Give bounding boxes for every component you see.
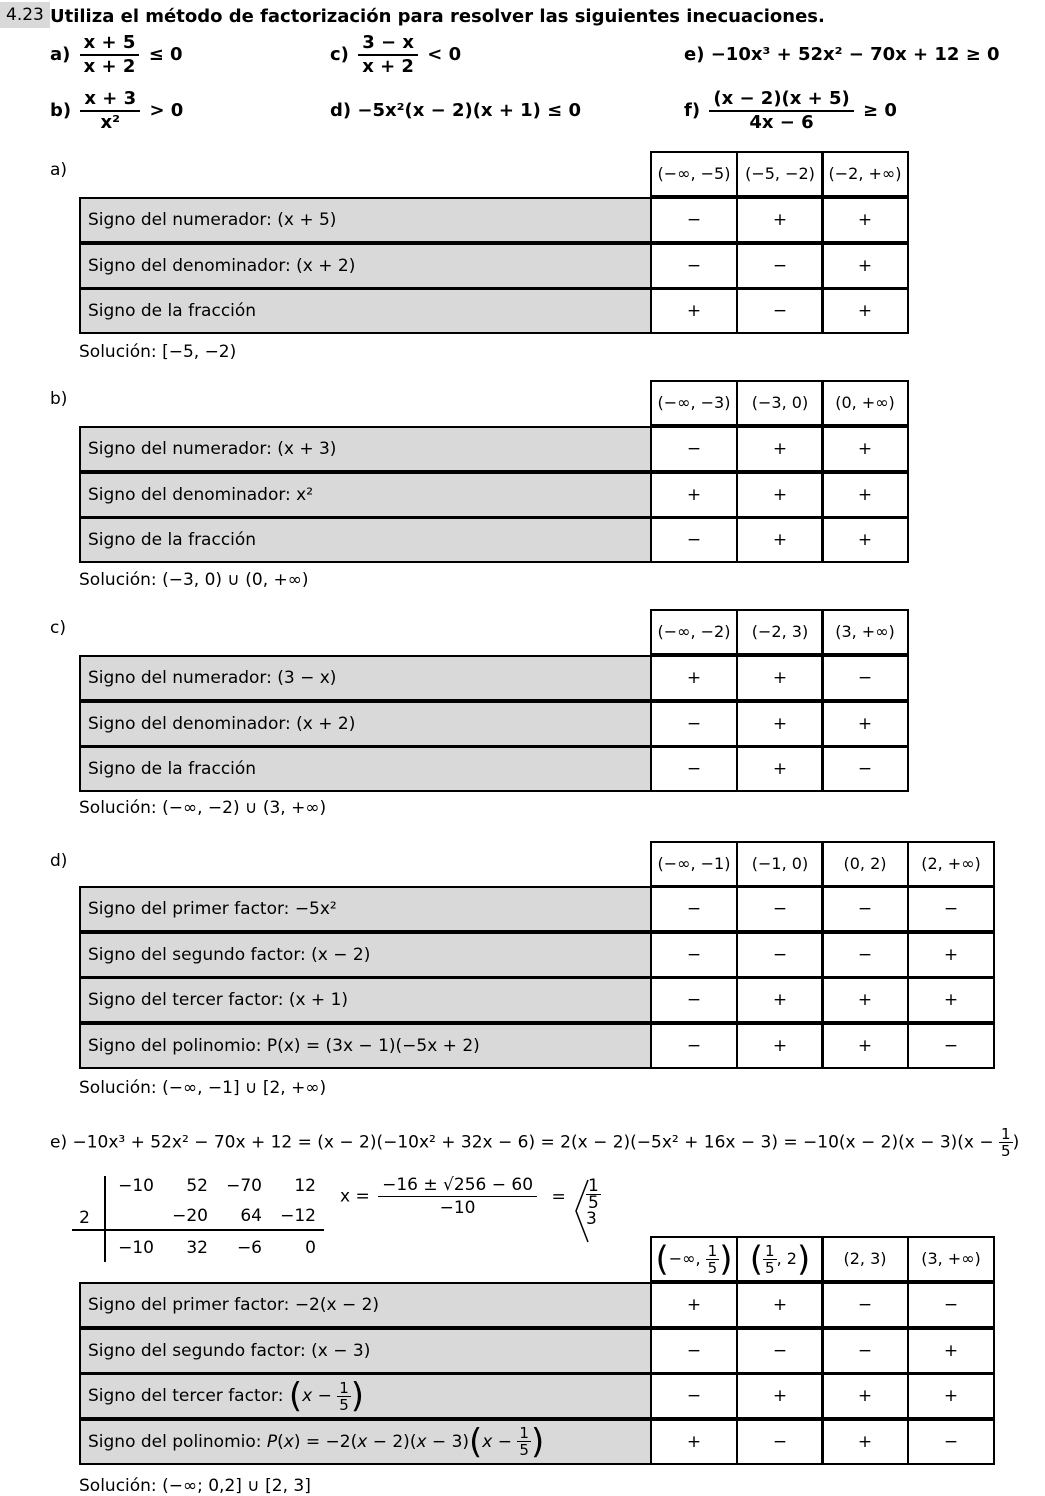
sign-cell: − [907, 886, 995, 932]
ruffini-coefficient: 0 [305, 1238, 316, 1258]
sign-cell: + [821, 426, 909, 472]
sign-row-label: Signo del segundo factor: (x − 2) [79, 932, 652, 978]
ruffini-coefficient: −10 [118, 1238, 154, 1258]
sign-cell: + [736, 197, 824, 243]
numerator: 1 [1001, 1125, 1011, 1143]
problem-label: e) [684, 44, 705, 65]
ruffini-coefficient: 32 [186, 1238, 208, 1258]
sign-cell: − [821, 1282, 909, 1328]
interval-header: (0, 2) [821, 841, 909, 887]
problem-c [330, 32, 461, 78]
problem-label: b) [50, 100, 72, 121]
sign-cell: + [821, 288, 909, 334]
sign-cell: + [650, 1282, 738, 1328]
sign-cell: − [650, 243, 738, 289]
denominator: x + 2 [362, 56, 414, 77]
expression: −10x³ + 52x² − 70x + 12 ≥ 0 [710, 44, 1000, 65]
solution: Solución: (−3, 0) ∪ (0, +∞) [79, 570, 309, 590]
sign-row-label: Signo del numerador: (3 − x) [79, 655, 652, 701]
sign-cell: − [821, 1328, 909, 1374]
sign-cell: − [907, 1023, 995, 1069]
sign-cell: + [736, 746, 824, 792]
interval-header: (−∞, −1) [650, 841, 738, 887]
numerator: −16 ± √256 − 60 [378, 1174, 537, 1197]
sign-cell: + [736, 472, 824, 518]
sign-cell: + [821, 1023, 909, 1069]
ruffini-division [70, 1172, 330, 1264]
expression: −5x²(x − 2)(x + 1) ≤ 0 [357, 100, 582, 121]
interval-header: (−2, 3) [736, 609, 824, 655]
sign-row-label: Signo del denominador: (x + 2) [79, 701, 652, 747]
fraction [358, 32, 418, 78]
solution: Solución: [−5, −2) [79, 342, 237, 362]
interval-header: (−∞, −2) [650, 609, 738, 655]
sign-cell: + [650, 288, 738, 334]
sign-cell: − [736, 1419, 824, 1465]
sign-cell: − [650, 517, 738, 563]
numerator: x + 5 [80, 32, 140, 56]
sign-row-label: Signo de la fracción [79, 517, 652, 563]
problem-label: f) [684, 100, 701, 121]
section-label: e) [50, 1132, 68, 1153]
sign-cell: − [821, 746, 909, 792]
ruffini-coefficient: −6 [236, 1238, 262, 1258]
sign-cell: − [821, 932, 909, 978]
interval-header: (−∞, −3) [650, 380, 738, 426]
sign-cell: + [907, 1373, 995, 1419]
sign-row-label: Signo de la fracción [79, 746, 652, 792]
relation: ≤ 0 [148, 44, 183, 65]
ruffini-coefficient: −10 [118, 1176, 154, 1196]
section-label: c) [50, 618, 66, 638]
fraction [80, 88, 140, 134]
interval-header: (−∞, $\frac{1}{5}$ ) [650, 1236, 738, 1282]
ruffini-coefficient: 64 [240, 1206, 262, 1226]
sign-cell: − [650, 1373, 738, 1419]
sign-cell: − [650, 932, 738, 978]
sign-row-label: Signo del tercer factor: (x − $\frac{1}{5}$ ) [79, 1373, 652, 1419]
ruffini-divisor: 2 [79, 1208, 90, 1228]
sign-row-label: Signo del denominador: (x + 2) [79, 243, 652, 289]
sign-cell: + [736, 655, 824, 701]
problem-f [684, 88, 897, 134]
factorization-line: e) −10x³ + 52x² − 70x + 12 = (x − 2)(−10x² + 32x − 6) = 2(x − 2)(−5x² + 16x − 3) = −10(x − 2)(x − 3)(x − $\frac{1}{5}$ ) [50, 1125, 1020, 1160]
problem-label: d) [330, 100, 352, 121]
denominator: −10 [439, 1198, 476, 1218]
fraction [709, 88, 853, 134]
sign-cell: + [650, 1419, 738, 1465]
sign-cell: + [907, 1328, 995, 1374]
interval-header: (3, +∞) [821, 609, 909, 655]
sign-cell: − [736, 932, 824, 978]
sign-cell: − [650, 1023, 738, 1069]
denominator: x + 2 [83, 56, 136, 77]
sign-cell: + [821, 701, 909, 747]
denominator: 5 [588, 1193, 599, 1213]
sign-row-label: Signo del numerador: (x + 5) [79, 197, 652, 243]
solution: Solución: (−∞; 0,2] ∪ [2, 3] [79, 1476, 311, 1496]
sign-cell: + [736, 701, 824, 747]
sign-cell: − [736, 1328, 824, 1374]
sign-cell: + [736, 1023, 824, 1069]
interval-header: ( $\frac{1}{5}$ , 2) [736, 1236, 824, 1282]
ruffini-coefficient: −12 [280, 1206, 316, 1226]
sign-cell: + [736, 517, 824, 563]
solution: Solución: (−∞, −2) ∪ (3, +∞) [79, 798, 327, 818]
sign-row-label: Signo del numerador: (x + 3) [79, 426, 652, 472]
denominator: 4x − 6 [749, 112, 814, 133]
formula-lhs: x = [340, 1186, 370, 1207]
interval-header: (−∞, −5) [650, 151, 738, 197]
interval-header: (3, +∞) [907, 1236, 995, 1282]
relation: < 0 [427, 44, 462, 65]
problem-label: a) [50, 44, 71, 65]
sign-cell: + [907, 932, 995, 978]
sign-cell: − [650, 1328, 738, 1374]
roots [586, 1178, 601, 1229]
sign-cell: + [736, 426, 824, 472]
sign-cell: − [650, 426, 738, 472]
quadratic-formula [340, 1174, 566, 1219]
sign-cell: − [907, 1282, 995, 1328]
sign-row-label: Signo del polinomio: P(x) = (3x − 1)(−5x + 2) [79, 1023, 652, 1069]
formula-equals: = [551, 1186, 566, 1207]
numerator: (x − 2)(x + 5) [709, 88, 853, 112]
problem-label: c) [330, 44, 349, 65]
numerator: 1 [588, 1176, 599, 1196]
ruffini-coefficient: 12 [294, 1176, 316, 1196]
sign-cell: − [650, 886, 738, 932]
sign-cell: + [821, 1373, 909, 1419]
sign-cell: + [736, 1373, 824, 1419]
root-1 [586, 1178, 601, 1211]
problem-d [330, 100, 581, 121]
interval-header: (2, 3) [821, 1236, 909, 1282]
formula-fraction [378, 1174, 537, 1219]
sign-cell: + [821, 1419, 909, 1465]
sign-cell: + [821, 517, 909, 563]
sign-row-label: Signo del primer factor: −5x² [79, 886, 652, 932]
sign-cell: − [907, 1419, 995, 1465]
numerator: x + 3 [80, 88, 140, 112]
interval-header: (−1, 0) [736, 841, 824, 887]
sign-cell: − [736, 886, 824, 932]
fraction [999, 1126, 1013, 1159]
sign-cell: − [821, 655, 909, 701]
sign-cell: + [821, 472, 909, 518]
sign-row-label: Signo del tercer factor: (x + 1) [79, 977, 652, 1023]
sign-row-label: Signo del polinomio: P(x) = −2(x − 2)(x − 3)(x − $\frac{1}{5}$ ) [79, 1419, 652, 1465]
interval-header: (−5, −2) [736, 151, 824, 197]
ruffini-coefficient: −20 [172, 1206, 208, 1226]
sign-cell: − [736, 243, 824, 289]
interval-header: (−3, 0) [736, 380, 824, 426]
sign-cell: − [650, 701, 738, 747]
sign-cell: − [736, 288, 824, 334]
exercise-number: 4.23 [0, 2, 50, 28]
fraction [80, 32, 140, 78]
section-label: b) [50, 389, 68, 409]
sign-cell: + [821, 197, 909, 243]
problem-e [684, 44, 1000, 65]
sign-cell: − [650, 197, 738, 243]
section-label: d) [50, 851, 68, 871]
sign-row-label: Signo de la fracción [79, 288, 652, 334]
relation: ≥ 0 [863, 100, 897, 121]
problem-b [50, 88, 183, 134]
relation: > 0 [149, 100, 184, 121]
root-2: 3 [586, 1209, 597, 1229]
sign-cell: + [650, 472, 738, 518]
interval-header: (2, +∞) [907, 841, 995, 887]
numerator: 3 − x [358, 32, 418, 56]
sign-cell: + [650, 655, 738, 701]
interval-header: (0, +∞) [821, 380, 909, 426]
sign-cell: + [736, 1282, 824, 1328]
denominator: x² [100, 112, 121, 133]
exercise-title: Utiliza el método de factorización para resolver las siguientes inecuaciones. [50, 6, 825, 27]
factorization: −10x³ + 52x² − 70x + 12 = (x − 2)(−10x² + 32x − 6) = 2(x − 2)(−5x² + 16x − 3) = −10(x − 2)(x − 3)(x − [72, 1132, 994, 1153]
problem-a [50, 32, 183, 78]
ruffini-coefficient: 52 [186, 1176, 208, 1196]
sign-cell: + [907, 977, 995, 1023]
sign-cell: + [821, 977, 909, 1023]
section-label: a) [50, 160, 68, 180]
sign-cell: − [650, 977, 738, 1023]
sign-row-label: Signo del denominador: x² [79, 472, 652, 518]
denominator: 5 [1001, 1142, 1011, 1160]
ruffini-coefficient: −70 [226, 1176, 262, 1196]
sign-row-label: Signo del primer factor: −2(x − 2) [79, 1282, 652, 1328]
sign-cell: − [821, 886, 909, 932]
solution: Solución: (−∞, −1] ∪ [2, +∞) [79, 1078, 327, 1098]
sign-cell: − [650, 746, 738, 792]
interval-header: (−2, +∞) [821, 151, 909, 197]
sign-cell: + [821, 243, 909, 289]
sign-row-label: Signo del segundo factor: (x − 3) [79, 1328, 652, 1374]
sign-cell: + [736, 977, 824, 1023]
